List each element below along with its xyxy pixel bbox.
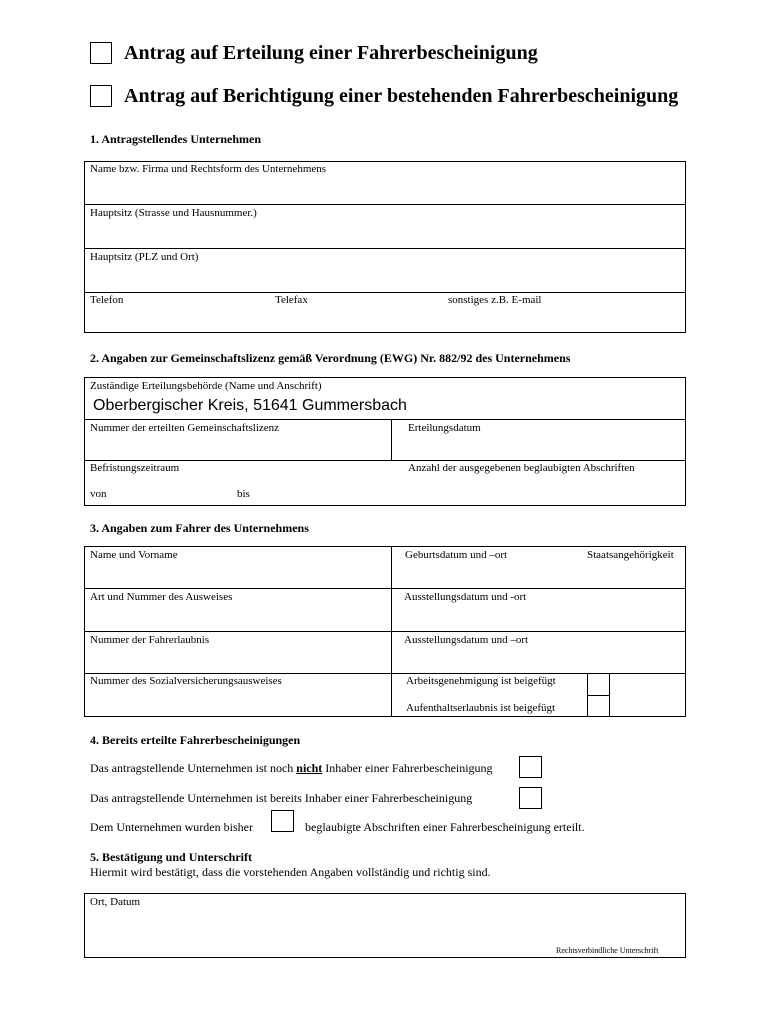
divider: [84, 460, 686, 461]
issue-date-field[interactable]: Erteilungsdatum: [408, 422, 481, 434]
hq-city-field[interactable]: Hauptsitz (PLZ und Ort): [90, 251, 199, 263]
divider: [84, 204, 686, 205]
not-holder-checkbox[interactable]: [519, 756, 542, 778]
not-holder-text-after: Inhaber einer Fahrerbescheinigung: [325, 761, 493, 775]
birth-field[interactable]: Geburtsdatum und –ort: [405, 549, 508, 561]
title-issue-application: Antrag auf Erteilung einer Fahrerbescheinigung: [124, 42, 538, 64]
section1-table: [84, 161, 686, 333]
already-holder-checkbox[interactable]: [519, 787, 542, 809]
validity-to-field[interactable]: bis: [237, 488, 250, 500]
divider: [84, 419, 686, 420]
nationality-field[interactable]: Staatsangehörigkeit: [587, 549, 674, 561]
divider: [84, 588, 686, 589]
work-permit-checkbox[interactable]: [587, 673, 610, 696]
section3-heading: 3. Angaben zum Fahrer des Unternehmens: [90, 521, 309, 535]
section2-heading: 2. Angaben zur Gemeinschaftslizenz gemäß Verordnung (EWG) Nr. 882/92 des Unternehmens: [90, 351, 571, 365]
id-document-field[interactable]: Art und Nummer des Ausweises: [90, 591, 233, 603]
fax-field[interactable]: Telefax: [275, 294, 308, 306]
residence-permit-label: Aufenthaltserlaubnis ist beigefügt: [406, 702, 556, 714]
place-date-label: Ort, Datum: [90, 896, 141, 908]
divider: [391, 419, 392, 460]
license-issue-field[interactable]: Ausstellungsdatum und –ort: [404, 634, 529, 646]
work-permit-label: Arbeitsgenehmigung ist beigefügt: [406, 675, 556, 687]
already-holder-statement: Das antragstellende Unternehmen ist bereits Inhaber einer Fahrerbescheinigung: [90, 791, 473, 805]
copies-field[interactable]: Anzahl der ausgegebenen beglaubigten Abschriften: [408, 462, 635, 474]
copies-text-before: Dem Unternehmen wurden bisher: [90, 820, 253, 834]
validity-from-field[interactable]: von: [90, 488, 107, 500]
social-security-field[interactable]: Nummer des Sozialversicherungsausweises: [90, 675, 282, 687]
residence-permit-checkbox[interactable]: [587, 695, 610, 717]
id-issue-field[interactable]: Ausstellungsdatum und -ort: [404, 591, 527, 603]
other-contact-field[interactable]: sonstiges z.B. E-mail: [448, 294, 542, 306]
section5-heading: 5. Bestätigung und Unterschrift: [90, 850, 253, 864]
section4-heading: 4. Bereits erteilte Fahrerbescheinigungen: [90, 733, 301, 747]
divider: [391, 546, 392, 717]
validity-label: Befristungszeitraum: [90, 462, 180, 474]
title-correction-application: Antrag auf Berichtigung einer bestehenden Fahrerbescheinigung: [124, 85, 679, 107]
copies-text-after: beglaubigte Abschriften einer Fahrerbescheinigung erteilt.: [305, 820, 585, 834]
issue-application-checkbox[interactable]: [90, 42, 112, 64]
not-holder-statement: [90, 761, 493, 776]
authority-field[interactable]: Oberbergischer Kreis, 51641 Gummersbach: [93, 397, 407, 414]
company-name-field[interactable]: Name bzw. Firma und Rechtsform des Unternehmens: [90, 163, 327, 175]
license-number-field[interactable]: Nummer der erteilten Gemeinschaftslizenz: [90, 422, 280, 434]
confirmation-statement: Hiermit wird bestätigt, dass die vorstehenden Angaben vollständig und richtig sind.: [90, 865, 491, 879]
driving-license-field[interactable]: Nummer der Fahrerlaubnis: [90, 634, 210, 646]
phone-field[interactable]: Telefon: [90, 294, 124, 306]
driver-name-field[interactable]: Name und Vorname: [90, 549, 178, 561]
divider: [84, 292, 686, 293]
divider: [84, 248, 686, 249]
not-holder-text-before: Das antragstellende Unternehmen ist noch: [90, 761, 294, 775]
hq-street-field[interactable]: Hauptsitz (Strasse und Hausnummer.): [90, 207, 257, 219]
not-holder-emphasis: nicht: [296, 761, 323, 775]
signature-label: Rechtsverbindliche Unterschrift: [556, 946, 659, 955]
divider: [84, 631, 686, 632]
copies-count-field[interactable]: [271, 810, 294, 832]
authority-label: Zuständige Erteilungsbehörde (Name und Anschrift): [90, 380, 322, 392]
correction-application-checkbox[interactable]: [90, 85, 112, 107]
section1-heading: 1. Antragstellendes Unternehmen: [90, 132, 261, 146]
